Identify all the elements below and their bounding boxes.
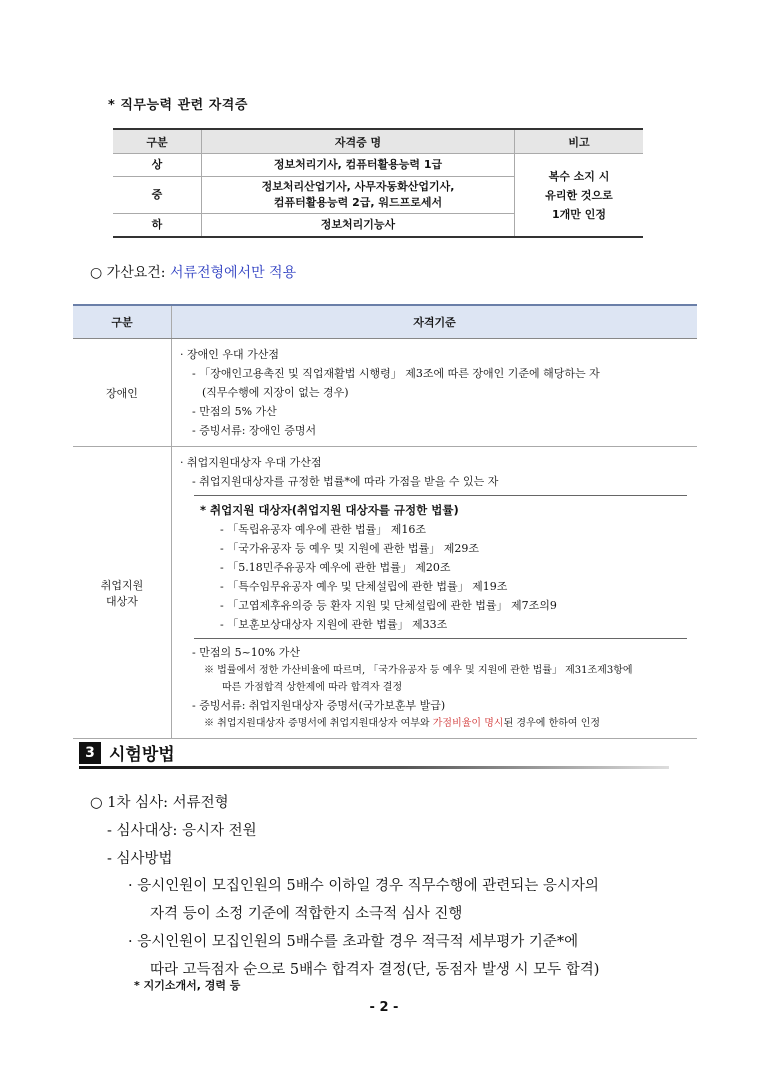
note-highlight: 가점비율이 명시 xyxy=(432,718,504,729)
criteria-disabled xyxy=(172,339,698,447)
note-cell: 복수 소지 시 유리한 것으로 1개만 인정 xyxy=(515,154,644,238)
bonus-section-title xyxy=(90,262,296,282)
grade-cell: 상 xyxy=(113,154,202,177)
section-heading xyxy=(79,740,175,765)
header-criteria: 자격기준 xyxy=(172,305,698,339)
qualification-table xyxy=(113,128,643,238)
category-disabled: 장애인 xyxy=(73,339,172,447)
text-line: - 증빙서류: 취업지원대상자 증명서(국가보훈부 발급) xyxy=(192,699,446,712)
law-list-title: * 취업지원 대상자(취업지원 대상자를 규정한 법률) xyxy=(200,503,459,517)
footnote: * 지기소개서, 경력 등 xyxy=(134,979,241,992)
method-bullet-1 xyxy=(128,872,688,928)
text-line: · 장애인 우대 가산점 xyxy=(180,348,279,361)
page-number: - 2 - xyxy=(369,1000,399,1015)
table-row xyxy=(73,447,697,739)
list-item: - 「국가유공자 등 예우 및 지원에 관한 법률」 제29조 xyxy=(220,542,479,555)
list-item: - 「독립유공자 예우에 관한 법률」 제16조 xyxy=(220,523,426,536)
list-item: - 「특수임무유공자 예우 및 단체설립에 관한 법률」 제19조 xyxy=(220,580,508,593)
section-title: 시험방법 xyxy=(109,745,175,765)
method-line: - 심사방법 xyxy=(107,851,173,867)
header-certificate: 자격증 명 xyxy=(202,129,515,154)
header-note: 비고 xyxy=(515,129,644,154)
note-line: ※ 법률에서 정한 가산비율에 따르며, 「국가유공자 등 예우 및 지원에 관한 법률」 제31조제3항에 xyxy=(204,665,633,676)
section-divider xyxy=(79,766,669,769)
bonus-table xyxy=(73,304,697,739)
header-grade: 구분 xyxy=(113,129,202,154)
note-text: ※ 취업지원대상자 증명서에 취업지원대상자 여부와 xyxy=(204,718,433,729)
note-line: 따른 가점합격 상한제에 따라 합격자 결정 xyxy=(222,682,403,693)
text-line: (직무수행에 지장이 없는 경우) xyxy=(202,386,349,399)
bonus-title-prefix: ○ 가산요건: xyxy=(90,265,170,281)
category-employment: 취업지원 대상자 xyxy=(73,447,172,739)
table-row xyxy=(113,154,643,177)
target-line: - 심사대상: 응시자 전원 xyxy=(107,823,257,839)
bonus-title-highlight: 서류전형에서만 적용 xyxy=(169,265,297,281)
certificate-cell: 정보처리산업기사, 사무자동화산업기사, 컴퓨터활용능력 2급, 워드프로세서 xyxy=(202,177,515,214)
text-line: - 증빙서류: 장애인 증명서 xyxy=(192,424,317,437)
table-row xyxy=(73,339,697,447)
criteria-employment xyxy=(172,447,698,739)
list-item: - 「5.18민주유공자 예우에 관한 법률」 제20조 xyxy=(220,561,451,574)
certificate-cell: 정보처리기사, 컴퓨터활용능력 1급 xyxy=(202,154,515,177)
section-number-badge: 3 xyxy=(79,742,101,764)
qualification-section-title: * 직무능력 관련 자격증 xyxy=(108,98,248,113)
note-line xyxy=(180,715,691,732)
table-header-row xyxy=(113,129,643,154)
law-list-box xyxy=(194,495,687,639)
grade-cell: 하 xyxy=(113,214,202,238)
text-line: - 「장애인고용촉진 및 직업재활법 시행령」 제3조에 따른 장애인 기준에 해당하는 자 xyxy=(192,367,600,380)
note-text: 된 경우에 한하여 인정 xyxy=(503,718,601,729)
grade-cell: 중 xyxy=(113,177,202,214)
text-line: - 취업지원대상자를 규정한 법률*에 따라 가점을 받을 수 있는 자 xyxy=(192,475,499,488)
text-line: 따라 고득점자 순으로 5배수 합격자 결정(단, 동점자 발생 시 모두 합격) xyxy=(150,962,600,978)
screening-line: ○ 1차 심사: 서류전형 xyxy=(90,795,229,811)
text-line: · 취업지원대상자 우대 가산점 xyxy=(180,456,322,469)
certificate-cell: 정보처리기능사 xyxy=(202,214,515,238)
text-line: 자격 등이 소정 기준에 적합한지 소극적 심사 진행 xyxy=(150,906,463,922)
text-line: - 만점의 5~10% 가산 xyxy=(192,646,301,659)
method-bullet-2 xyxy=(128,928,688,984)
list-item: - 「보훈보상대상자 지원에 관한 법률」 제33조 xyxy=(220,618,448,631)
text-line: - 만점의 5% 가산 xyxy=(192,405,277,418)
text-line: · 응시인원이 모집인원의 5배수 이하일 경우 직무수행에 관련되는 응시자의 xyxy=(128,878,599,894)
list-item: - 「고엽제후유의증 등 환자 지원 및 단체설립에 관한 법률」 제7조의9 xyxy=(220,599,557,612)
table-header-row xyxy=(73,305,697,339)
text-line: · 응시인원이 모집인원의 5배수를 초과할 경우 적극적 세부평가 기준*에 xyxy=(128,934,579,950)
header-category: 구분 xyxy=(73,305,172,339)
